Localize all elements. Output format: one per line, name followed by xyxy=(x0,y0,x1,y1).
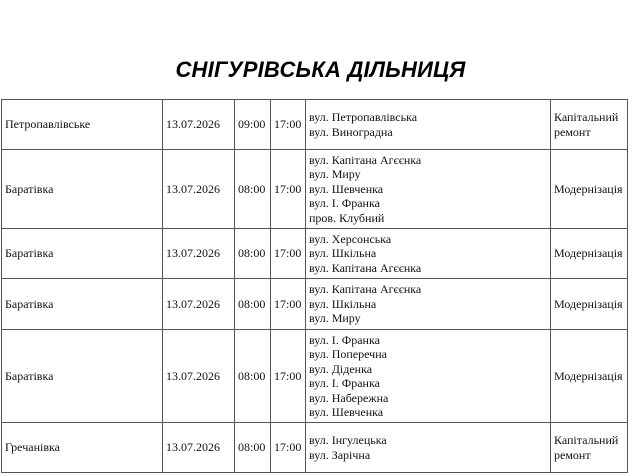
table-row xyxy=(2,150,628,229)
street-line: пров. Клубний xyxy=(309,210,385,225)
streets-cell xyxy=(306,229,551,279)
table-row xyxy=(2,100,628,150)
start-time-cell: 08:00 xyxy=(235,423,271,473)
street-line: вул. Шкільна xyxy=(309,296,377,311)
street-line: вул. Петропавлівська xyxy=(309,110,418,124)
end-time-cell: 17:00 xyxy=(271,100,306,150)
outage-schedule-table xyxy=(1,99,628,473)
work-type-line: Капітальний xyxy=(554,110,619,124)
streets-cell xyxy=(306,100,551,150)
work-type-line: Капітальний xyxy=(554,433,619,447)
start-time-cell: 08:00 xyxy=(235,330,271,423)
end-time-cell: 17:00 xyxy=(271,150,306,229)
work-type-line: ремонт xyxy=(554,447,591,462)
street-line: вул. І. Франка xyxy=(309,196,380,211)
start-time-cell: 08:00 xyxy=(235,229,271,279)
end-time-cell: 17:00 xyxy=(271,423,306,473)
street-line: вул. Капітана Агєєнка xyxy=(309,152,422,167)
work-type-line: Модернізація xyxy=(554,368,623,383)
date-cell: 13.07.2026 xyxy=(163,150,235,229)
work-type-cell xyxy=(551,279,628,330)
date-cell: 13.07.2026 xyxy=(163,330,235,423)
table-row xyxy=(2,423,628,473)
settlement-cell: Баратівка xyxy=(2,330,163,423)
settlement-cell: Баратівка xyxy=(2,150,163,229)
street-line: вул. Миру xyxy=(309,311,361,326)
work-type-cell xyxy=(551,423,628,473)
street-line: вул. Діденка xyxy=(309,361,373,376)
table-row xyxy=(2,229,628,279)
end-time-cell: 17:00 xyxy=(271,279,306,330)
work-type-line: Модернізація xyxy=(554,246,623,261)
work-type-line: Модернізація xyxy=(554,181,623,196)
date-cell: 13.07.2026 xyxy=(163,229,235,279)
street-line: вул. Набережна xyxy=(309,390,389,405)
settlement-cell: Петропавлівське xyxy=(2,100,163,150)
table-row xyxy=(2,330,628,423)
work-type-cell xyxy=(551,229,628,279)
work-type-cell xyxy=(551,330,628,423)
streets-cell xyxy=(306,423,551,473)
street-line: вул. Миру xyxy=(309,167,361,182)
end-time-cell: 17:00 xyxy=(271,330,306,423)
work-type-line: Модернізація xyxy=(554,296,623,311)
start-time-cell: 08:00 xyxy=(235,150,271,229)
street-line: вул. Шевченка xyxy=(309,181,384,196)
date-cell: 13.07.2026 xyxy=(163,423,235,473)
street-line: вул. Херсонська xyxy=(309,231,392,246)
street-line: вул. Капітана Агєєнка xyxy=(309,260,422,275)
start-time-cell: 09:00 xyxy=(235,100,271,150)
street-line: вул. Інгулецька xyxy=(309,433,387,447)
street-line: вул. Капітана Агєєнка xyxy=(309,282,422,297)
settlement-cell: Гречанівка xyxy=(2,423,163,473)
street-line: вул. Зарічна xyxy=(309,447,371,462)
work-type-cell xyxy=(551,100,628,150)
settlement-cell: Баратівка xyxy=(2,279,163,330)
page-title: СНІГУРІВСЬКА ДІЛЬНИЦЯ xyxy=(175,57,466,82)
street-line: вул. Шкільна xyxy=(309,246,377,261)
table-row xyxy=(2,279,628,330)
settlement-cell: Баратівка xyxy=(2,229,163,279)
date-cell: 13.07.2026 xyxy=(163,279,235,330)
end-time-cell: 17:00 xyxy=(271,229,306,279)
street-line: вул. Шевченка xyxy=(309,405,384,419)
date-cell: 13.07.2026 xyxy=(163,100,235,150)
streets-cell xyxy=(306,330,551,423)
street-line: вул. Виноградна xyxy=(309,124,393,139)
street-line: вул. І. Франка xyxy=(309,376,380,390)
street-line: вул. І. Франка xyxy=(309,332,380,347)
streets-cell xyxy=(306,279,551,330)
street-line: вул. Поперечна xyxy=(309,347,387,361)
work-type-cell xyxy=(551,150,628,229)
work-type-line: ремонт xyxy=(554,124,591,139)
streets-cell xyxy=(306,150,551,229)
start-time-cell: 08:00 xyxy=(235,279,271,330)
